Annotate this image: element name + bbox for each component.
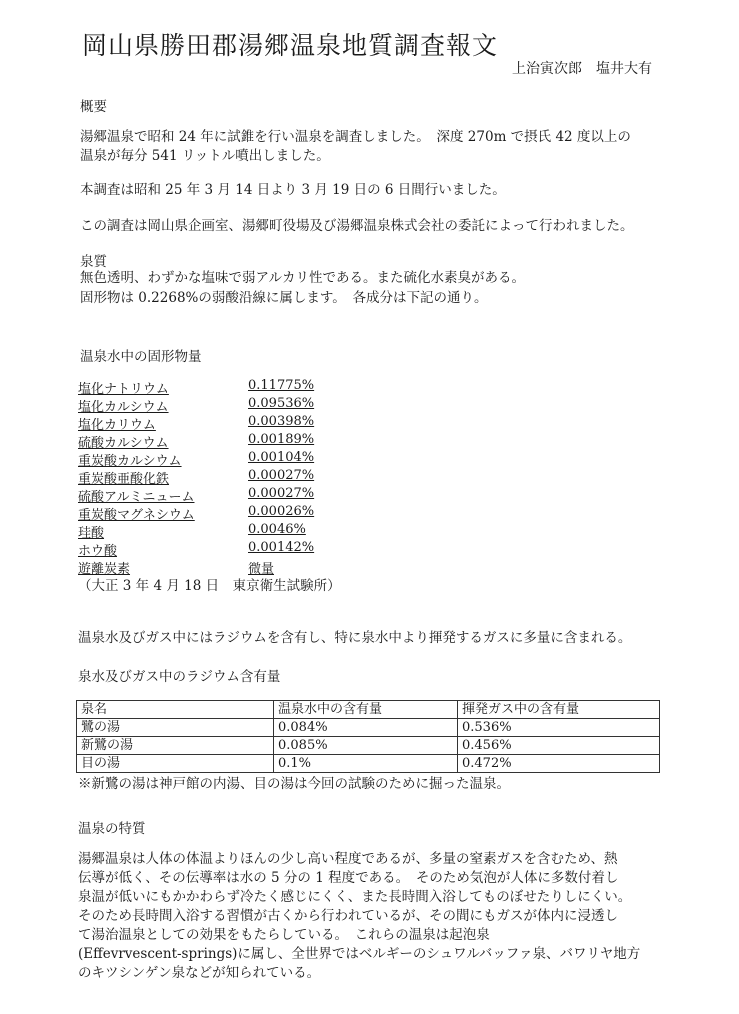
overview-paragraph-1-line-2: 温泉が毎分 541 リットル噴出しました。	[80, 148, 330, 164]
features-line-7: のキツシンゲン泉などが知られている。	[78, 965, 321, 981]
authors: 上治寅次郎 塩井大有	[512, 61, 652, 77]
solid-value: 0.09536%	[248, 396, 315, 411]
table-cell: 0.456%	[458, 737, 660, 755]
solid-name: 重炭酸カルシウム	[78, 454, 182, 469]
solid-name: 硫酸カルシウム	[78, 436, 169, 451]
solid-name: 塩化カルシウム	[78, 400, 169, 415]
table-cell: 新鷺の湯	[77, 737, 274, 755]
table-row	[77, 755, 660, 773]
table-cell: 0.1%	[274, 755, 458, 773]
list-item	[78, 432, 318, 450]
overview-paragraph-3: この調査は岡山県企画室、湯郷町役場及び湯郷温泉株式会社の委託によって行われました。	[80, 218, 634, 234]
solid-name: 塩化ナトリウム	[78, 382, 169, 397]
solid-value: 0.00398%	[248, 414, 315, 429]
solid-value: 0.00027%	[248, 468, 315, 483]
table-row	[77, 719, 660, 737]
table-cell: 0.472%	[458, 755, 660, 773]
solid-name: 遊離炭素	[78, 562, 131, 577]
table-cell: 0.084%	[274, 719, 458, 737]
solids-heading: 温泉水中の固形物量	[80, 349, 202, 365]
list-item	[78, 414, 318, 432]
list-item	[78, 504, 318, 522]
list-item	[78, 468, 318, 486]
solids-source: （大正 3 年 4 月 18 日 東京衛生試験所）	[78, 578, 341, 594]
features-line-1: 湯郷温泉は人体の体温よりほんの少し高い程度であるが、多量の窒素ガスを含むため、熱	[78, 851, 618, 867]
solid-value: 0.0046%	[248, 522, 306, 537]
radium-note: ※新鷺の湯は神戸館の内湯、目の湯は今回の試験のために掘った温泉。	[78, 776, 510, 792]
table-cell: 鷺の湯	[77, 719, 274, 737]
document-title: 岡山県勝田郡湯郷温泉地質調査報文	[82, 31, 499, 60]
overview-paragraph-2: 本調査は昭和 25 年 3 月 14 日より 3 月 19 日の 6 日間行いました。	[80, 182, 506, 198]
solid-value: 0.11775%	[248, 378, 315, 393]
solid-value: 0.00142%	[248, 540, 315, 555]
solid-value: 0.00189%	[248, 432, 315, 447]
features-line-6: (Effevrvescent-springs)に属し、全世界ではベルギーのシュワルバッファ泉、バワリヤ地方	[78, 946, 641, 962]
solid-value: 0.00104%	[248, 450, 315, 465]
table-header-cell: 泉名	[77, 701, 274, 719]
list-item	[78, 396, 318, 414]
radium-heading: 泉水及びガス中のラジウム含有量	[78, 669, 281, 685]
table-row	[77, 737, 660, 755]
list-item	[78, 540, 318, 558]
overview-paragraph-1-line-1: 湯郷温泉で昭和 24 年に試錐を行い温泉を調査しました。 深度 270m で摂氏 42 度以上の	[80, 129, 631, 145]
list-item	[78, 522, 318, 540]
table-header-cell: 揮発ガス中の含有量	[458, 701, 660, 719]
radium-table	[76, 700, 660, 773]
features-line-2: 伝導が低く、その伝導率は水の 5 分の 1 程度である。 そのため気泡が人体に多数付着し	[78, 870, 619, 886]
quality-line-2: 固形物は 0.2268%の弱酸沿線に属します。 各成分は下記の通り。	[80, 290, 488, 306]
features-line-3: 泉温が低いにもかかわらず冷たく感じにくく、また長時間入浴してものぼせたりしにくい。	[78, 889, 632, 905]
quality-line-1: 無色透明、わずかな塩味で弱アルカリ性である。また硫化水素臭がある。	[80, 270, 525, 286]
list-item	[78, 558, 318, 576]
solid-name: 重炭酸亜酸化鉄	[78, 472, 170, 487]
quality-heading: 泉質	[80, 254, 107, 270]
solid-name: 重炭酸マグネシウム	[78, 508, 195, 523]
table-cell: 0.085%	[274, 737, 458, 755]
features-heading: 温泉の特質	[78, 821, 146, 837]
table-cell: 目の湯	[77, 755, 274, 773]
solid-name: 硫酸アルミニューム	[78, 490, 195, 505]
table-header-cell: 温泉水中の含有量	[274, 701, 458, 719]
solid-name: 珪酸	[78, 526, 105, 541]
list-item	[78, 486, 318, 504]
features-line-4: そのため長時間入浴する習慣が古くから行われているが、その間にもガスが体内に浸透し	[78, 908, 618, 924]
radium-intro: 温泉水及びガス中にはラジウムを含有し、特に泉水中より揮発するガスに多量に含まれる。	[78, 630, 632, 646]
table-header-row	[77, 701, 660, 719]
solid-value: 0.00027%	[248, 486, 315, 501]
solid-value: 微量	[248, 562, 275, 577]
table-cell: 0.536%	[458, 719, 660, 737]
list-item	[78, 450, 318, 468]
solid-name: ホウ酸	[78, 544, 118, 559]
solid-name: 塩化カリウム	[78, 418, 156, 433]
solid-value: 0.00026%	[248, 504, 315, 519]
features-line-5: て湯治温泉としての効果をもたらしている。 これらの温泉は起泡泉	[78, 927, 490, 943]
overview-heading: 概要	[80, 99, 107, 115]
list-item	[78, 378, 318, 396]
